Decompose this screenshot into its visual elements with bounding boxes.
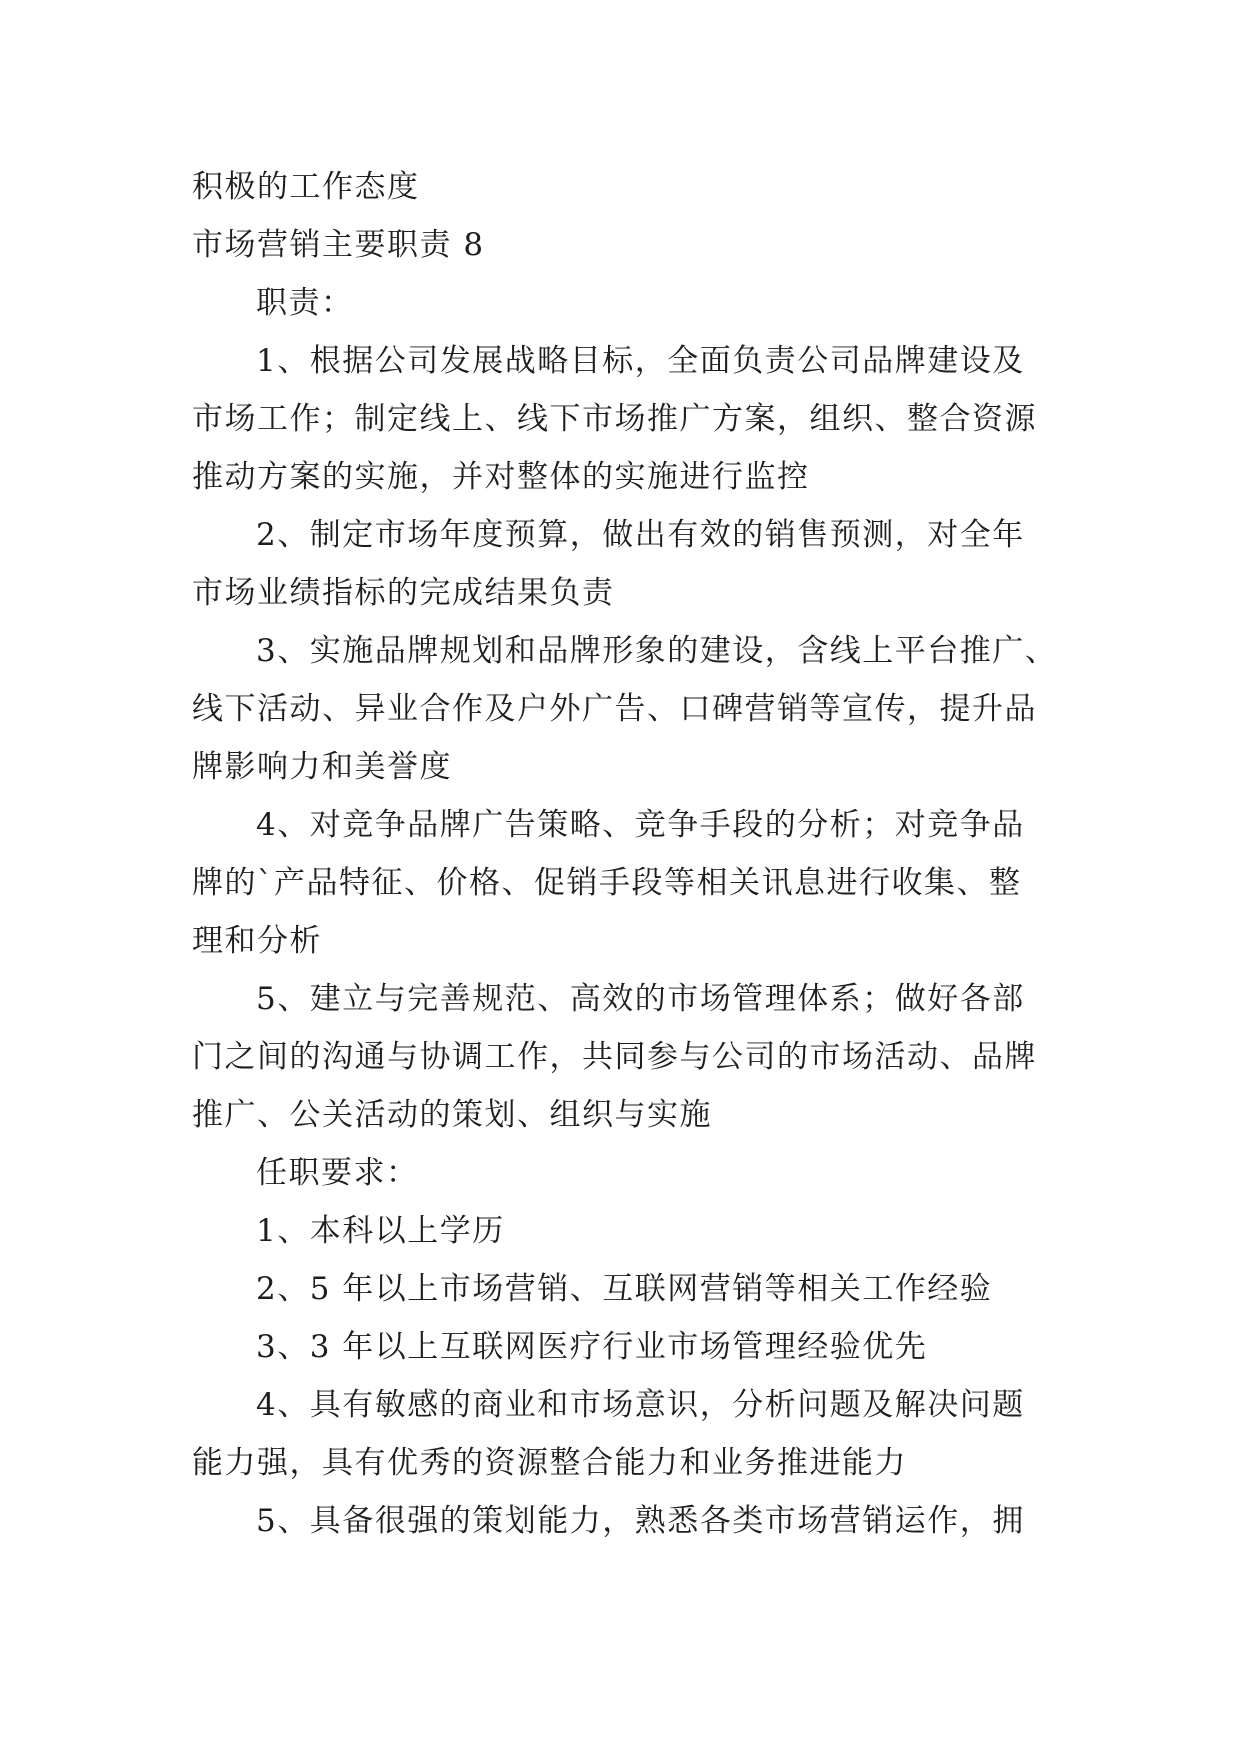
document-body <box>192 158 1058 1550</box>
text-line: 4、对竞争品牌广告策略、竞争手段的分析；对竞争品 <box>256 807 1025 843</box>
text-line: 市场业绩指标的完成结果负责 <box>192 575 615 611</box>
text-line: 2、5 年以上市场营销、互联网营销等相关工作经验 <box>256 1271 993 1307</box>
text-line: 牌的`产品特征、价格、促销手段等相关讯息进行收集、整 <box>192 865 1022 901</box>
text-line: 积极的工作态度 <box>192 169 420 205</box>
text-line: 4、具有敏感的商业和市场意识，分析问题及解决问题 <box>256 1387 1025 1423</box>
text-line: 2、制定市场年度预算，做出有效的销售预测，对全年 <box>256 517 1025 553</box>
text-line: 5、建立与完善规范、高效的市场管理体系；做好各部 <box>256 981 1025 1017</box>
text-line: 市场工作；制定线上、线下市场推广方案，组织、整合资源 <box>192 401 1037 437</box>
text-line: 5、具备很强的策划能力，熟悉各类市场营销运作，拥 <box>256 1503 1025 1539</box>
text-line: 3、3 年以上互联网医疗行业市场管理经验优先 <box>256 1329 928 1365</box>
text-line: 1、根据公司发展战略目标，全面负责公司品牌建设及 <box>256 343 1025 379</box>
text-line: 理和分析 <box>192 923 322 959</box>
subheading-requirements: 任职要求： <box>256 1155 419 1191</box>
text-line: 推动方案的实施，并对整体的实施进行监控 <box>192 459 810 495</box>
text-line: 能力强，具有优秀的资源整合能力和业务推进能力 <box>192 1445 907 1481</box>
section-heading: 市场营销主要职责 8 <box>192 227 485 263</box>
text-line: 线下活动、异业合作及户外广告、口碑营销等宣传，提升品 <box>192 691 1037 727</box>
text-line: 1、本科以上学历 <box>256 1213 505 1249</box>
subheading-duties: 职责： <box>256 285 354 321</box>
text-line: 3、实施品牌规划和品牌形象的建设，含线上平台推广、 <box>256 633 1058 669</box>
text-line: 牌影响力和美誉度 <box>192 749 452 785</box>
text-line: 推广、公关活动的策划、组织与实施 <box>192 1097 712 1133</box>
text-line: 门之间的沟通与协调工作，共同参与公司的市场活动、品牌 <box>192 1039 1037 1075</box>
